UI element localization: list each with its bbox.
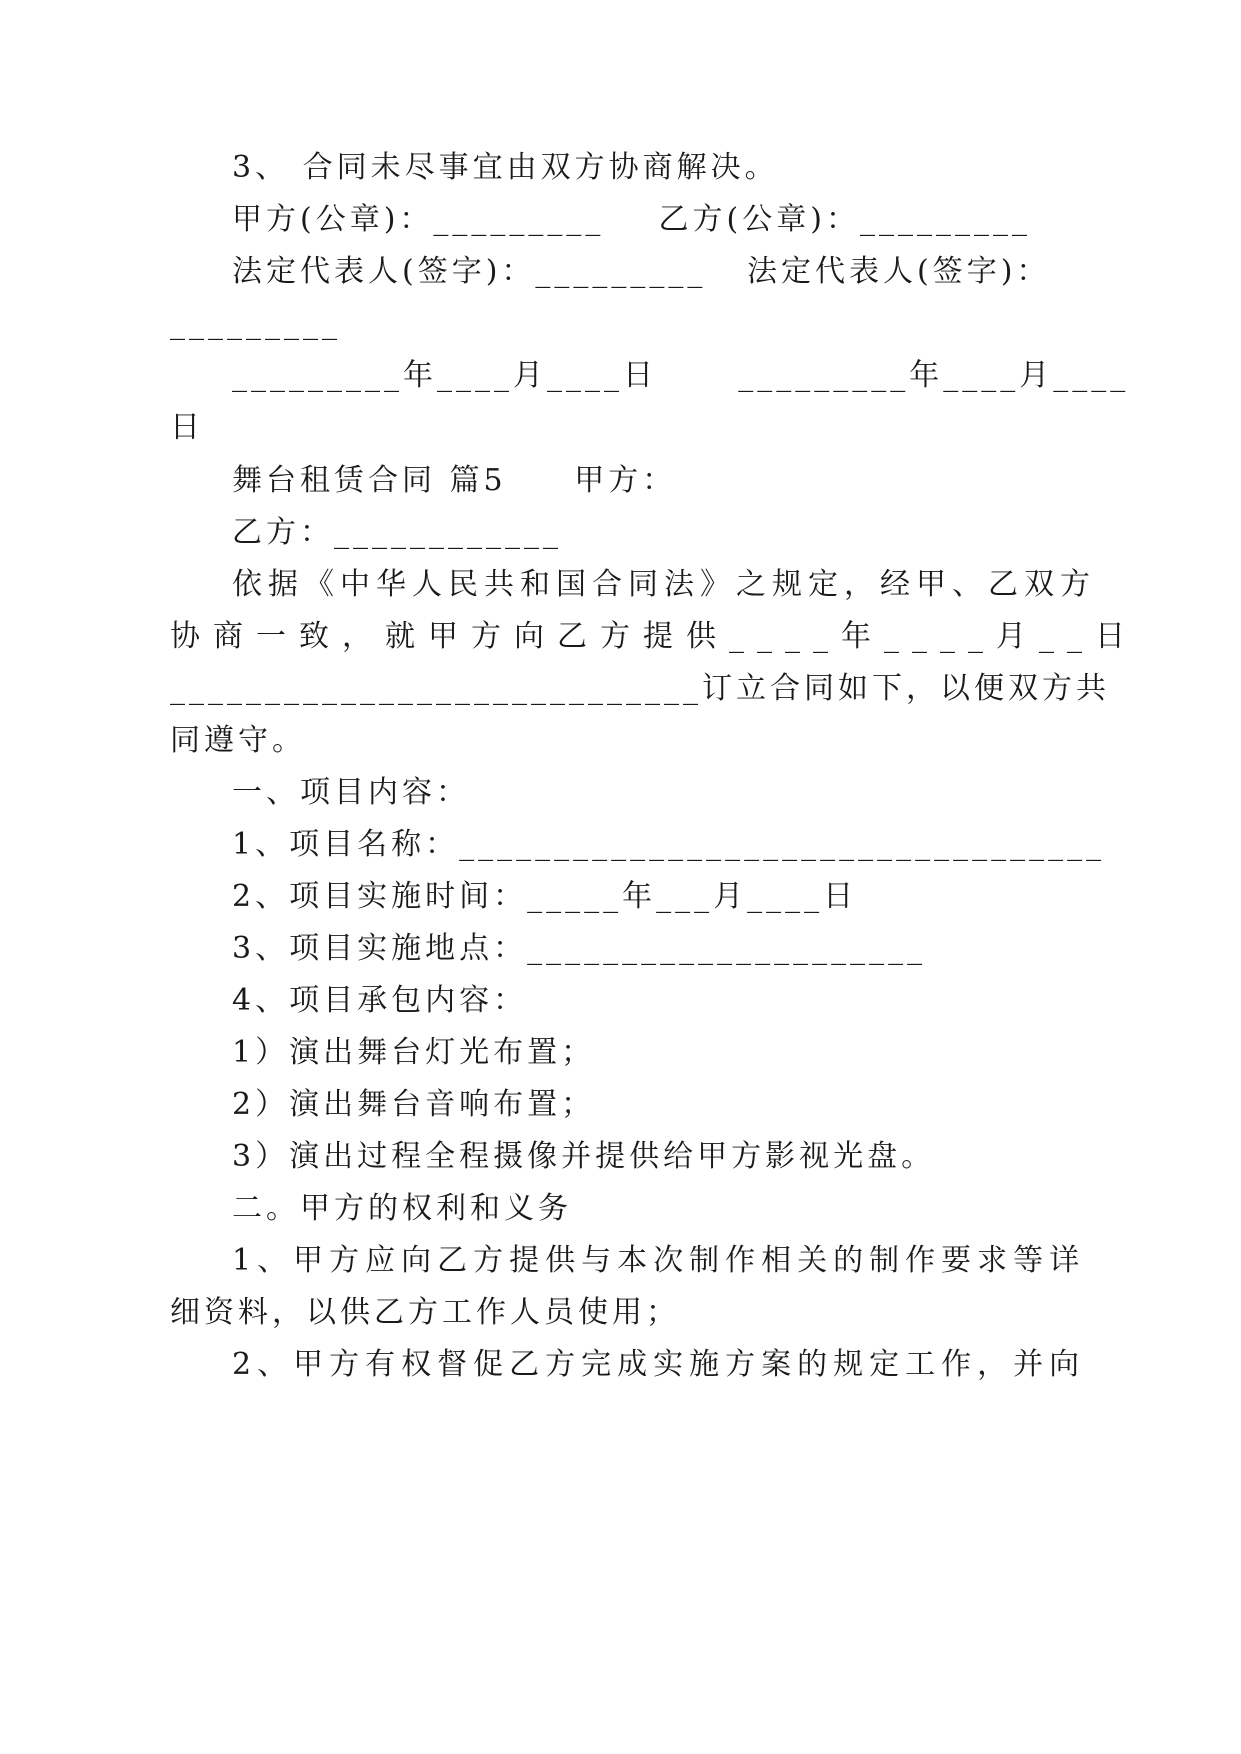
section-title: 舞台租赁合同 篇5 甲方： <box>232 463 677 498</box>
heading-project-content: 一、项目内容： <box>232 775 470 810</box>
project-time-line: 2、项目实施时间：_____年___月____日 <box>232 879 858 914</box>
scope-item-2: 2）演出舞台音响布置； <box>232 1087 596 1122</box>
party-a-duty-1-line-1: 1、甲方应向乙方提供与本次制作相关的制作要求等详 <box>232 1243 1086 1278</box>
project-scope-line: 4、项目承包内容： <box>232 983 528 1018</box>
preamble-line-3: ____________________________订立合同如下，以便双方共 <box>170 671 1110 706</box>
preamble-line-2: 协商一致，就甲方向乙方提供____年____月__日 <box>170 619 1138 654</box>
legal-rep-blank: _________ <box>170 306 341 341</box>
scope-item-1: 1）演出舞台灯光布置； <box>232 1035 596 1070</box>
party-a-duty-1-line-2: 细资料，以供乙方工作人员使用； <box>170 1295 680 1330</box>
date-line-end: 日 <box>170 410 204 445</box>
party-seal-line: 甲方(公章)：_________ 乙方(公章)：_________ <box>232 202 1031 237</box>
project-location-line: 3、项目实施地点：_____________________ <box>232 931 927 966</box>
party-a-duty-2-line-1: 2、甲方有权督促乙方完成实施方案的规定工作，并向 <box>232 1347 1086 1382</box>
clause-3-text: 3、 合同未尽事宜由双方协商解决。 <box>232 150 779 185</box>
date-line: _________年____月____日 _________年____月____ <box>232 358 1130 393</box>
heading-party-a-rights: 二。甲方的权利和义务 <box>232 1191 572 1226</box>
preamble-line-4: 同遵守。 <box>170 723 306 758</box>
legal-rep-line: 法定代表人(签字)：_________ 法定代表人(签字)： <box>232 254 1051 289</box>
project-name-line: 1、项目名称：__________________________________ <box>232 827 1106 862</box>
scope-item-3: 3）演出过程全程摄像并提供给甲方影视光盘。 <box>232 1139 936 1174</box>
party-b-line: 乙方：____________ <box>232 515 562 550</box>
preamble-line-1: 依据《中华人民共和国合同法》之规定，经甲、乙双方 <box>232 567 1096 602</box>
